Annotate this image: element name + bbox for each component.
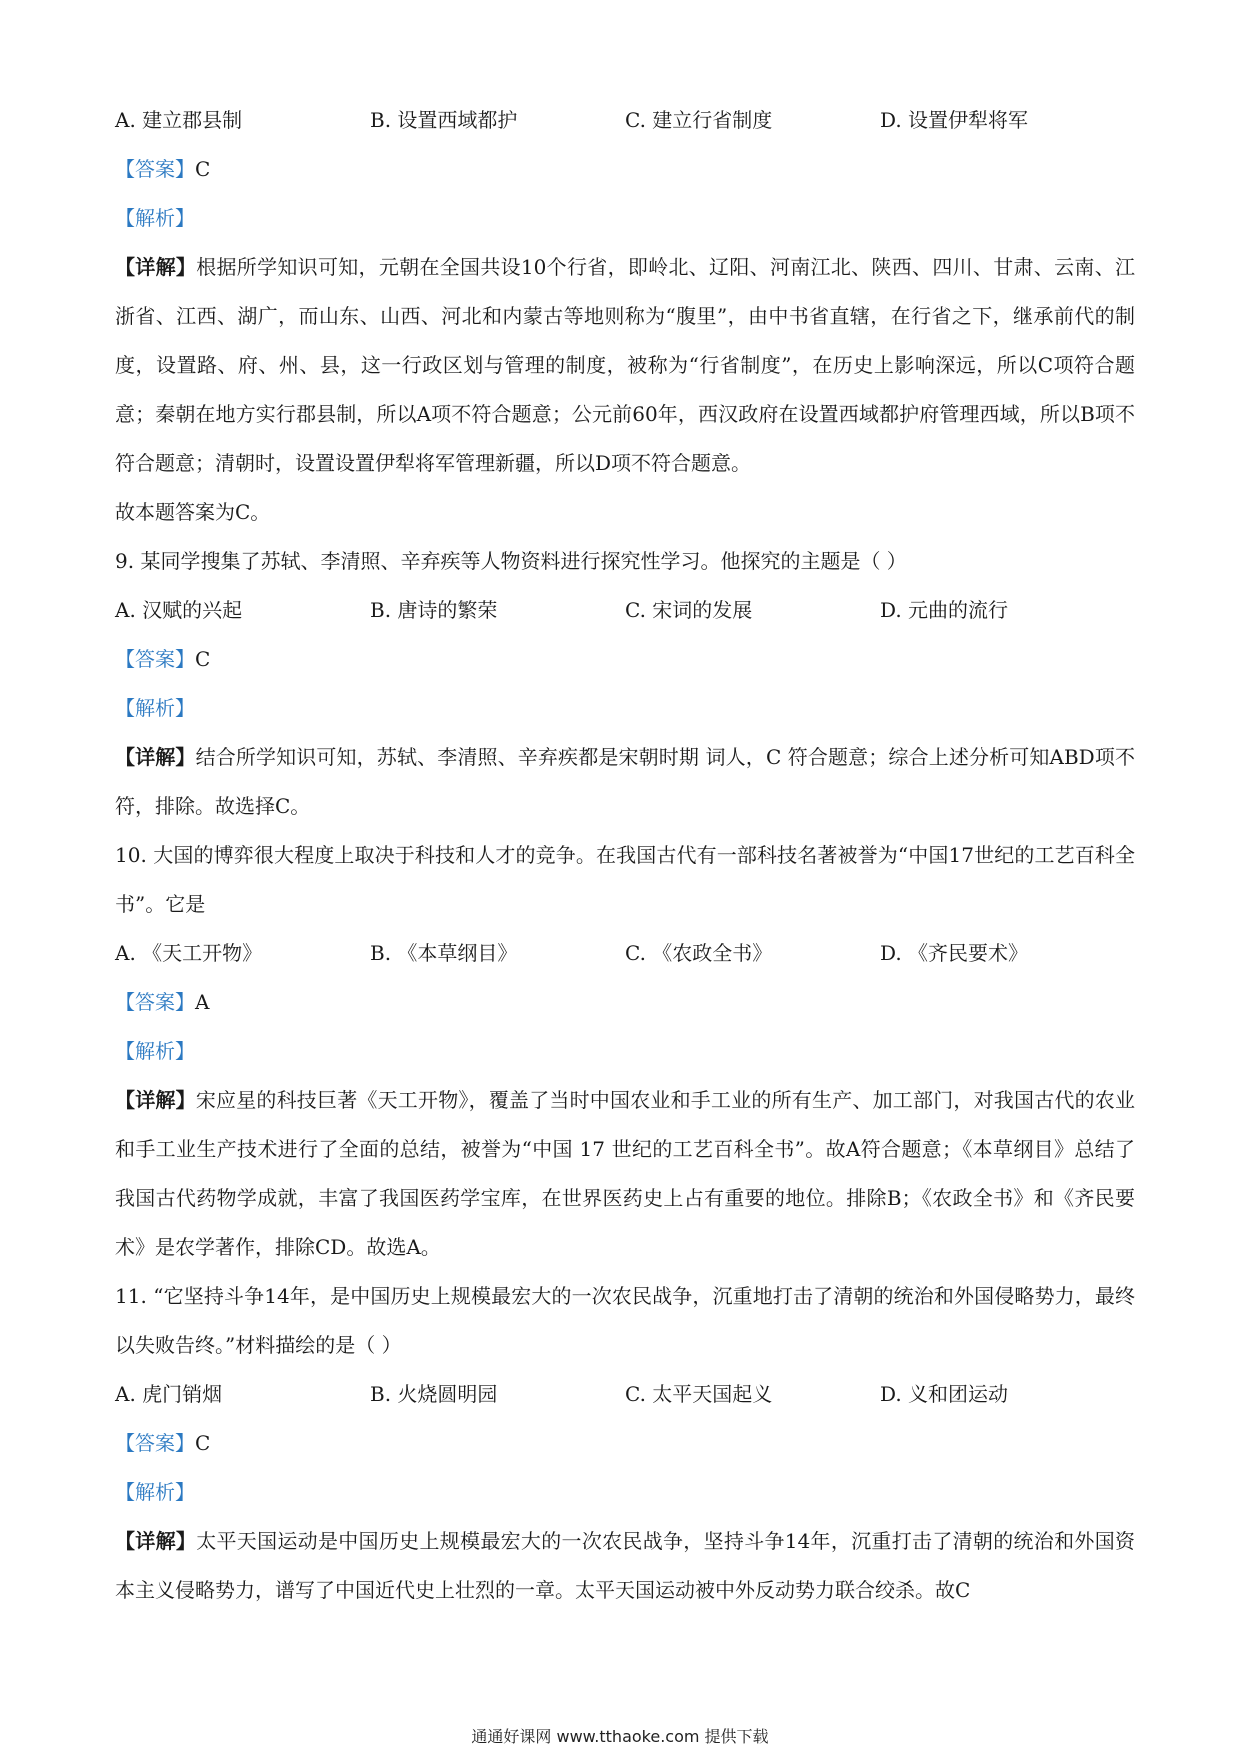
answer-value: A bbox=[195, 990, 210, 1014]
document-page bbox=[115, 96, 1135, 1615]
q9-option-a: A. 汉赋的兴起 bbox=[115, 598, 243, 622]
q8-analysis bbox=[115, 194, 1135, 243]
q11-detail bbox=[115, 1517, 1135, 1615]
q8-option-c: C. 建立行省制度 bbox=[625, 108, 773, 132]
analysis-tag: 【解析】 bbox=[115, 696, 195, 720]
q8-options bbox=[115, 96, 1135, 145]
q11-option-a: A. 虎门销烟 bbox=[115, 1382, 223, 1406]
q11-option-d: D. 义和团运动 bbox=[880, 1382, 1009, 1406]
detail-text: 结合所学知识可知，苏轼、李清照、辛弃疾都是宋朝时期 词人，C 符合题意；综合上述分析可知ABD项不符，排除。故选择C。 bbox=[115, 745, 1135, 818]
q8-option-a: A. 建立郡县制 bbox=[115, 108, 243, 132]
q10-stem: 10. 大国的博弈很大程度上取决于科技和人才的竞争。在我国古代有一部科技名著被誉为“中国17世纪的工艺百科全书”。它是 bbox=[115, 843, 1135, 916]
detail-tag: 【详解】 bbox=[115, 1529, 197, 1553]
q9-option-b: B. 唐诗的繁荣 bbox=[370, 598, 498, 622]
q10-analysis bbox=[115, 1027, 1135, 1076]
q10-option-d: D. 《齐民要术》 bbox=[880, 941, 1029, 965]
q10-options bbox=[115, 929, 1135, 978]
q9-detail bbox=[115, 733, 1135, 831]
answer-value: C bbox=[195, 157, 211, 181]
q10-answer bbox=[115, 978, 1135, 1027]
q10-detail bbox=[115, 1076, 1135, 1272]
page-footer: 通通好课网 www.tthaoke.com 提供下载 bbox=[471, 1727, 769, 1746]
answer-tag: 【答案】 bbox=[115, 647, 195, 671]
q11-options bbox=[115, 1370, 1135, 1419]
detail-tag: 【详解】 bbox=[115, 745, 196, 769]
answer-value: C bbox=[195, 647, 211, 671]
answer-value: C bbox=[195, 1431, 211, 1455]
q8-detail bbox=[115, 243, 1135, 488]
analysis-tag: 【解析】 bbox=[115, 1039, 195, 1063]
q11-analysis bbox=[115, 1468, 1135, 1517]
detail-text: 太平天国运动是中国历史上规模最宏大的一次农民战争，坚持斗争14年，沉重打击了清朝的统治和外国资本主义侵略势力，谱写了中国近代史上壮烈的一章。太平天国运动被中外反动势力联合绞杀。故C bbox=[115, 1529, 1135, 1602]
q11-answer bbox=[115, 1419, 1135, 1468]
q9-options bbox=[115, 586, 1135, 635]
q8-conclusion: 故本题答案为C。 bbox=[115, 500, 271, 524]
q9-analysis bbox=[115, 684, 1135, 733]
detail-text: 根据所学知识可知，元朝在全国共设10个行省，即岭北、辽阳、河南江北、陕西、四川、甘肃、云南、江浙省、江西、湖广，而山东、山西、河北和内蒙古等地则称为“腹里”，由中书省直辖，在行省之下，继承前代的制度，设置路、府、州、县，这一行政区划与管理的制度，被称为“行省制度”，在历史上影响深远，所以C项符合题意；秦朝在地方实行郡县制，所以A项不符合题意；公元前60年，西汉政府在设置西域都护府管理西域，所以B项不符合题意；清朝时，设置设置伊犁将军管理新疆，所以D项不符合题意。 bbox=[115, 255, 1135, 475]
detail-text: 宋应星的科技巨著《天工开物》，覆盖了当时中国农业和手工业的所有生产、加工部门，对我国古代的农业和手工业生产技术进行了全面的总结，被誉为“中国 17 世纪的工艺百科全书”。故A符合题意；《本草纲目》总结了我国古代药物学成就，丰富了我国医药学宝库，在世界医药史上占有重要的地位。排除B；《农政全书》和《齐民要术》是农学著作，排除CD。故选A。 bbox=[115, 1088, 1136, 1259]
q8-option-d: D. 设置伊犁将军 bbox=[880, 108, 1029, 132]
q8-answer bbox=[115, 145, 1135, 194]
answer-tag: 【答案】 bbox=[115, 990, 195, 1014]
q11-option-c: C. 太平天国起义 bbox=[625, 1382, 773, 1406]
q11-option-b: B. 火烧圆明园 bbox=[370, 1382, 498, 1406]
q11-stem: 11. “它坚持斗争14年，是中国历史上规模最宏大的一次农民战争，沉重地打击了清朝的统治和外国侵略势力，最终以失败告终。”材料描绘的是（ ） bbox=[115, 1284, 1135, 1357]
q9-answer bbox=[115, 635, 1135, 684]
q10-option-c: C. 《农政全书》 bbox=[625, 941, 773, 965]
q9-option-c: C. 宋词的发展 bbox=[625, 598, 753, 622]
answer-tag: 【答案】 bbox=[115, 157, 195, 181]
answer-tag: 【答案】 bbox=[115, 1431, 195, 1455]
q10-option-b: B. 《本草纲目》 bbox=[370, 941, 518, 965]
detail-tag: 【详解】 bbox=[115, 1088, 196, 1112]
q9-stem: 9. 某同学搜集了苏轼、李清照、辛弃疾等人物资料进行探究性学习。他探究的主题是（ ） bbox=[115, 549, 907, 573]
q8-option-b: B. 设置西域都护 bbox=[370, 108, 518, 132]
analysis-tag: 【解析】 bbox=[115, 206, 195, 230]
q10-option-a: A. 《天工开物》 bbox=[115, 941, 263, 965]
q9-option-d: D. 元曲的流行 bbox=[880, 598, 1009, 622]
analysis-tag: 【解析】 bbox=[115, 1480, 195, 1504]
detail-tag: 【详解】 bbox=[115, 255, 197, 279]
